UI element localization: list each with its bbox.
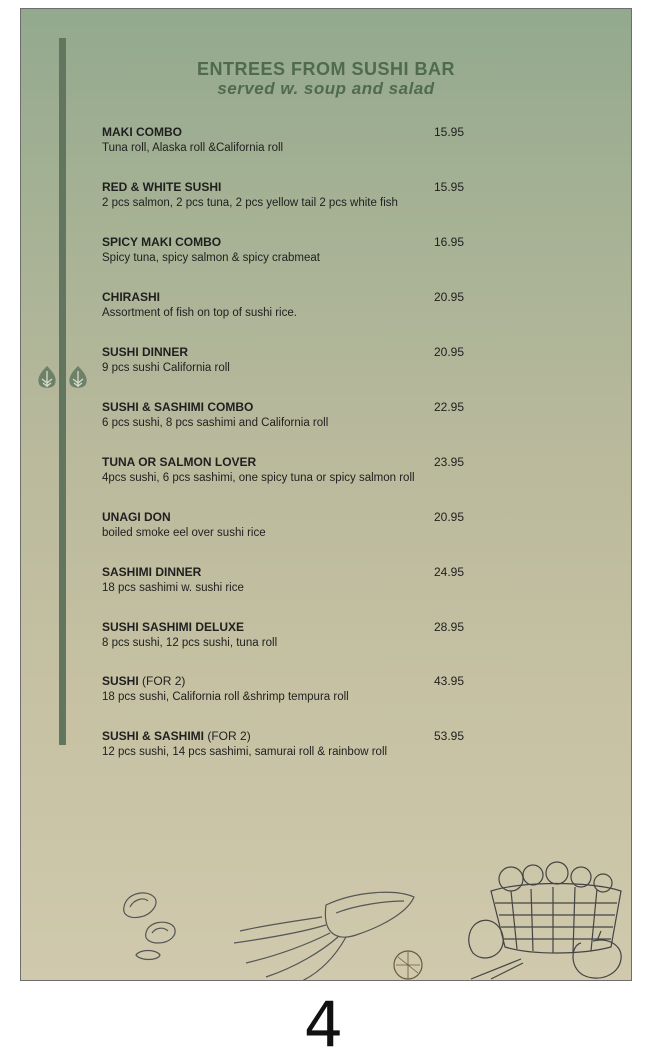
leaf-ornament-icon [67, 365, 89, 391]
leaf-ornament-icon [36, 365, 58, 391]
item-description: 2 pcs salmon, 2 pcs tuna, 2 pcs yellow tail 2 pcs white fish [102, 197, 398, 209]
item-name: SUSHI SASHIMI DELUXE [102, 620, 245, 634]
item-price: 53.95 [434, 729, 465, 743]
item-description: 8 pcs sushi, 12 pcs sushi, tuna roll [102, 637, 278, 649]
page-number: 4 [303, 988, 344, 1061]
item-name: RED & WHITE SUSHI [102, 180, 222, 194]
menu-item [102, 290, 502, 330]
item-serving-note: (FOR 2) [142, 674, 186, 688]
menu-item [102, 345, 502, 385]
item-name: SPICY MAKI COMBO [102, 235, 222, 249]
menu-item [102, 729, 502, 769]
menu-item [102, 510, 502, 550]
menu-item [102, 400, 502, 440]
menu-item [102, 620, 502, 660]
menu-item [102, 455, 502, 495]
item-price: 22.95 [434, 400, 465, 414]
item-price: 43.95 [434, 674, 465, 688]
menu-item [102, 180, 502, 220]
menu-item [102, 674, 502, 714]
item-description: boiled smoke eel over sushi rice [102, 527, 266, 539]
item-description: Tuna roll, Alaska roll &California roll [102, 142, 284, 154]
item-description: Assortment of fish on top of sushi rice. [102, 307, 297, 319]
item-price: 20.95 [434, 290, 465, 304]
item-name: SUSHI & SASHIMI COMBO [102, 400, 254, 414]
item-name: UNAGI DON [102, 510, 171, 524]
page-subtitle: served w. soup and salad [217, 79, 435, 98]
oyster-icon [116, 887, 206, 967]
item-description: 9 pcs sushi California roll [102, 362, 230, 374]
vegetable-basket-icon [461, 851, 632, 981]
item-price: 15.95 [434, 180, 465, 194]
item-price: 20.95 [434, 345, 465, 359]
item-price: 16.95 [434, 235, 465, 249]
item-description: 4pcs sushi, 6 pcs sashimi, one spicy tuna or spicy salmon roll [102, 472, 415, 484]
item-name: SASHIMI DINNER [102, 565, 202, 579]
item-name: CHIRASHI [102, 290, 161, 304]
item-price: 20.95 [434, 510, 465, 524]
squid-icon [226, 885, 426, 981]
item-serving-note: (FOR 2) [207, 729, 251, 743]
item-price: 24.95 [434, 565, 465, 579]
item-price: 23.95 [434, 455, 465, 469]
vertical-bar [59, 38, 66, 745]
item-description: 6 pcs sushi, 8 pcs sashimi and California roll [102, 417, 329, 429]
item-name: SUSHI DINNER [102, 345, 189, 359]
item-price: 28.95 [434, 620, 465, 634]
item-description: 12 pcs sushi, 14 pcs sashimi, samurai roll & rainbow roll [102, 746, 388, 758]
menu-item [102, 235, 502, 275]
item-name: SUSHI (FOR 2) [102, 674, 186, 688]
item-name: MAKI COMBO [102, 125, 182, 139]
menu-item [102, 125, 502, 165]
item-name: SUSHI & SASHIMI (FOR 2) [102, 729, 251, 743]
item-description: 18 pcs sashimi w. sushi rice [102, 582, 244, 594]
item-description: 18 pcs sushi, California roll &shrimp tempura roll [102, 691, 349, 703]
item-price: 15.95 [434, 125, 465, 139]
item-description: Spicy tuna, spicy salmon & spicy crabmeat [102, 252, 320, 264]
item-name: TUNA OR SALMON LOVER [102, 455, 257, 469]
menu-page [20, 8, 632, 981]
page-title: ENTREES FROM SUSHI BAR [196, 59, 456, 79]
menu-item [102, 565, 502, 605]
